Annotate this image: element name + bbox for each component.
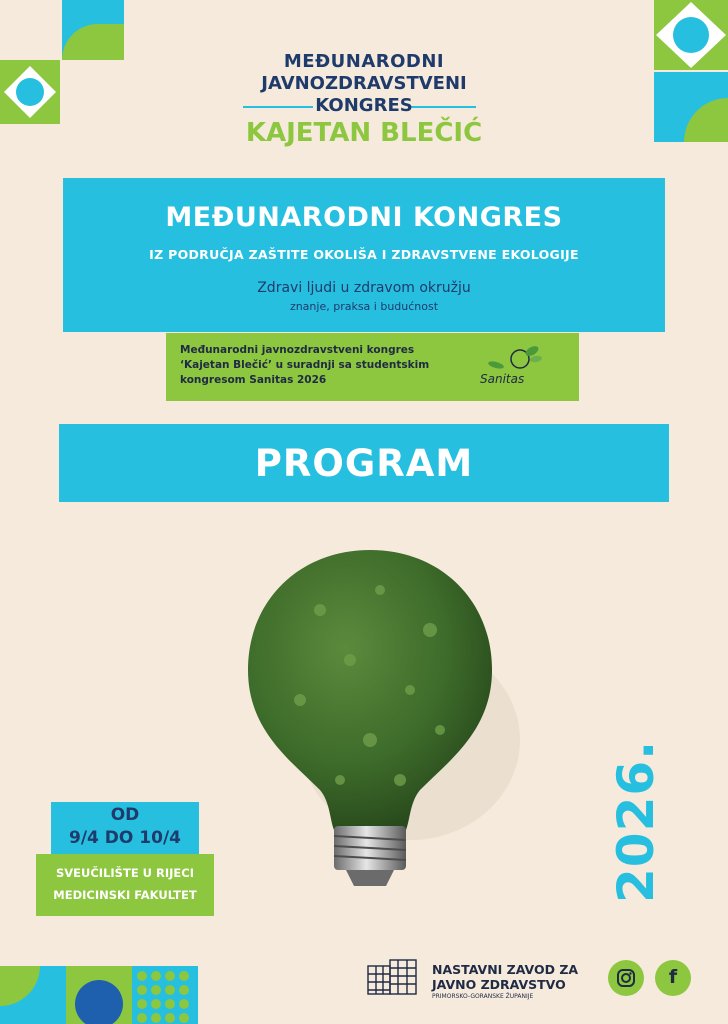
- deco-top-left: [0, 0, 124, 124]
- year-text: 2026.: [607, 739, 665, 903]
- title-box: [63, 178, 665, 332]
- deco-top-right: [654, 0, 728, 142]
- main-subtitle: IZ PODRUČJA ZAŠTITE OKOLIŠA I ZDRAVSTVENE EKOLOGIJE: [149, 247, 579, 262]
- venue-line-2: MEDICINSKI FAKULTET: [53, 888, 197, 902]
- footer-line-1: NASTAVNI ZAVOD ZA: [432, 962, 579, 977]
- deco-bottom-left: [0, 966, 200, 1024]
- sanitas-logo: [474, 339, 548, 395]
- venue-box: [36, 854, 214, 916]
- partner-line-1: Međunarodni javnozdravstveni kongres: [180, 344, 415, 356]
- program-label: PROGRAM: [254, 442, 474, 485]
- building-logo-icon: [364, 956, 420, 998]
- date-box: [51, 802, 199, 854]
- year-block: [576, 738, 696, 903]
- grass-lightbulb-image: [230, 540, 520, 900]
- main-title: MEĐUNARODNI KONGRES: [165, 202, 563, 233]
- header-line-1: MEĐUNARODNI: [283, 51, 445, 72]
- facebook-glyph: f: [668, 966, 678, 988]
- footer-line-2: JAVNO ZDRAVSTVO: [432, 977, 566, 992]
- partner-text: [180, 343, 480, 388]
- partner-line-2: ‘Kajetan Blečić’ u suradnji sa studentskim: [180, 359, 430, 371]
- partner-line-3: kongresom Sanitas 2026: [180, 374, 327, 386]
- footer-line-3: PRIMORSKO-GORANSKE ŽUPANIJE: [432, 993, 534, 1000]
- date-od: OD: [110, 805, 140, 825]
- facebook-icon[interactable]: [655, 960, 691, 996]
- main-sub-motto: znanje, praksa i budućnost: [289, 300, 439, 313]
- venue-line-1: SVEUČILIŠTE U RIJECI: [55, 866, 195, 880]
- header-line-4: KAJETAN BLEČIĆ: [245, 118, 483, 148]
- date-range: 9/4 DO 10/4: [69, 828, 181, 848]
- header-line-2: JAVNOZDRAVSTVENI: [261, 73, 467, 94]
- main-motto: Zdravi ljudi u zdravom okružju: [257, 280, 471, 296]
- sanitas-logo-text: Sanitas: [480, 372, 525, 386]
- header-line-3: KONGRES: [315, 95, 413, 116]
- instagram-icon[interactable]: [608, 960, 644, 996]
- partner-box: [166, 333, 579, 401]
- program-banner: [59, 424, 669, 502]
